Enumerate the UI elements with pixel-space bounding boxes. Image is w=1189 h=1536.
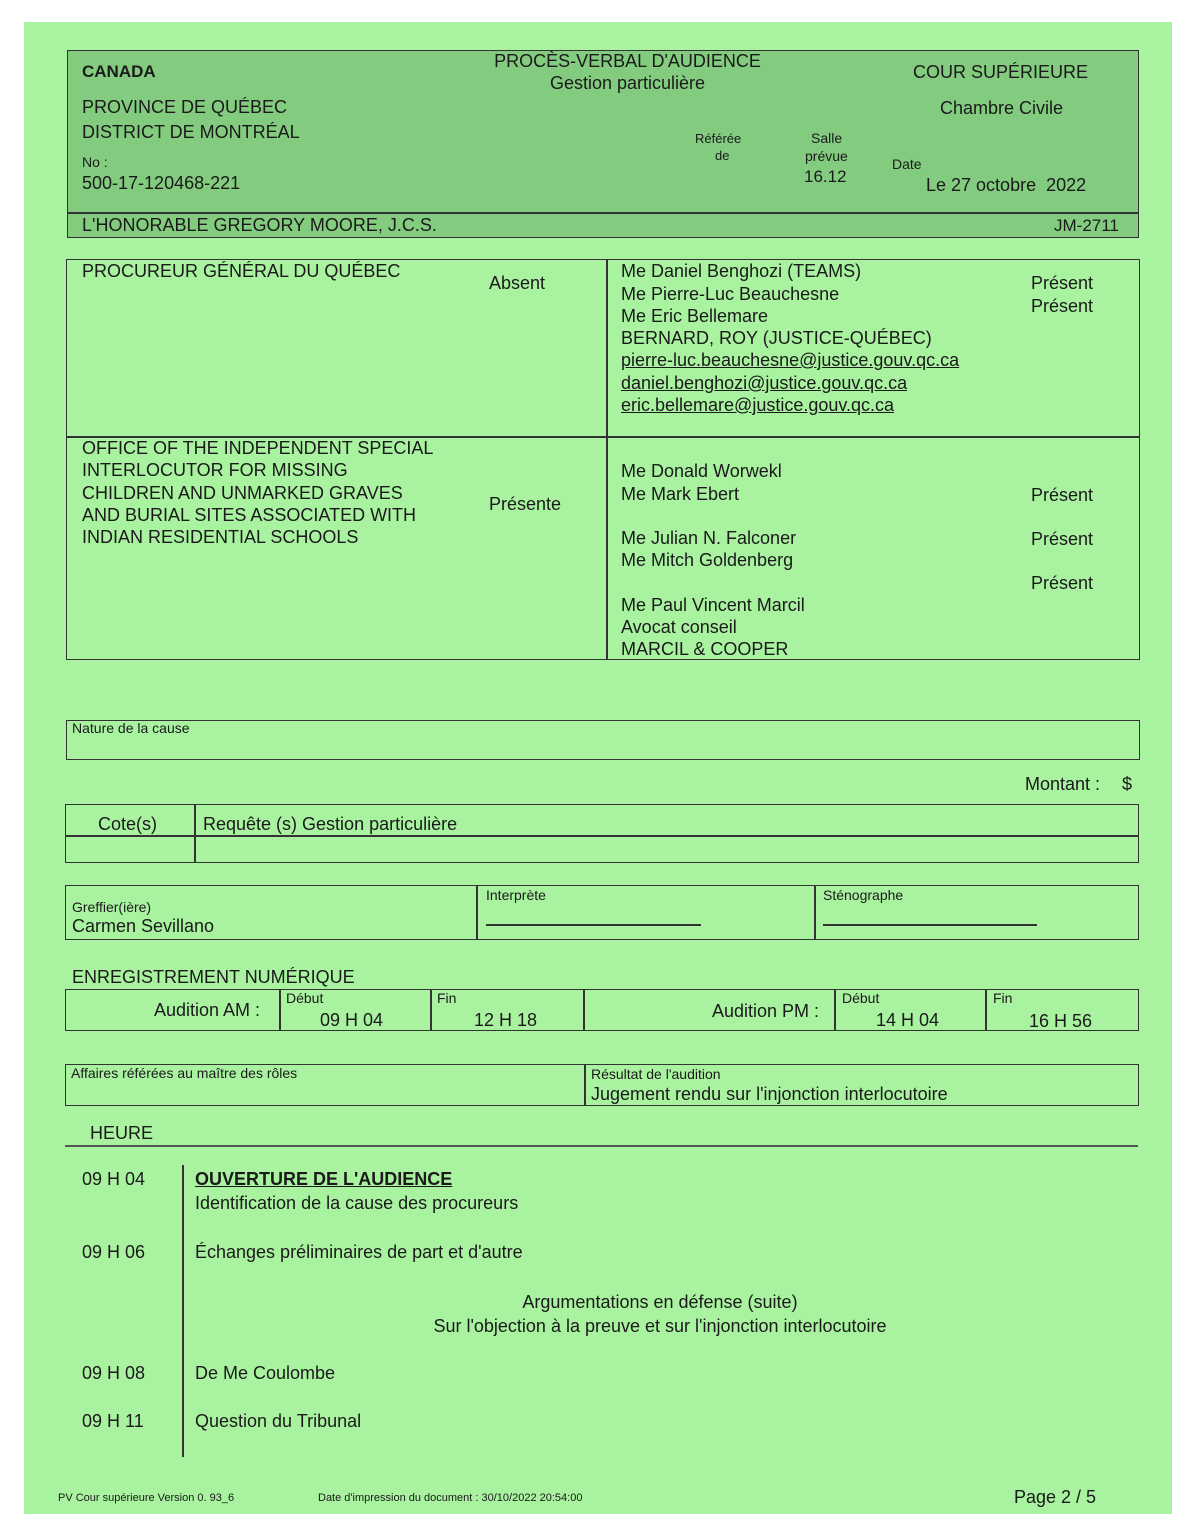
log-entry-title: OUVERTURE DE L'AUDIENCE (195, 1169, 453, 1189)
party1-lawyer: Me Pierre-Luc Beauchesne (621, 284, 840, 304)
am-start: 09 H 04 (320, 1010, 384, 1030)
cote-col-divider (194, 804, 196, 863)
party2-name-line: OFFICE OF THE INDEPENDENT SPECIAL (82, 438, 434, 458)
result-divider (584, 1064, 586, 1106)
salle-value: 16.12 (804, 167, 847, 186)
log-time: 09 H 04 (82, 1169, 146, 1189)
cote-divider (65, 835, 1139, 837)
pm-end: 16 H 56 (1029, 1011, 1093, 1031)
referee-label-2: de (715, 148, 730, 163)
recording-title: ENREGISTREMENT NUMÉRIQUE (72, 967, 355, 987)
referee-label: Référée (695, 131, 742, 146)
judge-name: L'HONORABLE GREGORY MOORE, J.C.S. (82, 215, 437, 235)
district-label: DISTRICT DE MONTRÉAL (82, 122, 300, 142)
footer-print-date: Date d'impression du document : 30/10/2022 20:54:00 (318, 1492, 583, 1504)
recording-divider (985, 989, 987, 1031)
section-title: Argumentations en défense (suite) (522, 1292, 798, 1312)
cote-value: Requête (s) Gestion particulière (203, 814, 458, 834)
montant-currency: $ (1122, 774, 1133, 794)
log-entry: Échanges préliminaires de part et d'autre (195, 1242, 523, 1262)
province-label: PROVINCE DE QUÉBEC (82, 97, 288, 117)
party1-present: Présent (1031, 273, 1094, 293)
time-column-header: HEURE (90, 1123, 154, 1143)
log-time: 09 H 08 (82, 1363, 146, 1383)
document-page (24, 22, 1172, 1514)
case-number: 500-17-120468-221 (82, 173, 241, 193)
party1-present: Présent (1031, 296, 1094, 316)
referred-label: Affaires référées au maître des rôles (71, 1065, 298, 1081)
party2-status: Présente (489, 494, 562, 514)
log-entry-sub: Identification de la cause des procureurs (195, 1193, 519, 1213)
page-number: Page 2 / 5 (1014, 1487, 1097, 1507)
log-entry: De Me Coulombe (195, 1363, 336, 1383)
party2-name-line: AND BURIAL SITES ASSOCIATED WITH (82, 505, 417, 525)
court-name: COUR SUPÉRIEURE (913, 62, 1089, 82)
am-start-label: Début (286, 990, 324, 1006)
party1-name: PROCUREUR GÉNÉRAL DU QUÉBEC (82, 261, 401, 281)
interpreter-divider (814, 885, 816, 940)
country-label: CANADA (82, 62, 156, 81)
party2-present: Présent (1031, 485, 1094, 505)
log-header-line (65, 1145, 1138, 1147)
pm-end-label: Fin (993, 990, 1013, 1006)
party2-name-line: INDIAN RESIDENTIAL SCHOOLS (82, 527, 359, 547)
document-title: PROCÈS-VERBAL D'AUDIENCE (494, 51, 761, 71)
party1-firm: BERNARD, ROY (JUSTICE-QUÉBEC) (621, 328, 932, 348)
footer-version: PV Cour supérieure Version 0. 93_6 (58, 1492, 235, 1504)
section-subtitle: Sur l'objection à la preuve et sur l'injonction interlocutoire (433, 1316, 887, 1336)
log-entry: Question du Tribunal (195, 1411, 362, 1431)
salle-label: Salle (811, 130, 843, 146)
interpreter-line (486, 924, 701, 926)
party2-lawyer-role: Avocat conseil (621, 617, 737, 637)
stenographer-label: Sténographe (823, 887, 904, 903)
nature-label: Nature de la cause (72, 720, 190, 736)
recording-divider (279, 989, 281, 1031)
document-subtitle: Gestion particulière (549, 73, 706, 93)
recording-divider (430, 989, 432, 1031)
party1-lawyer: Me Daniel Benghozi (TEAMS) (621, 261, 862, 281)
log-time: 09 H 06 (82, 1242, 146, 1262)
cote-label: Cote(s) (98, 814, 158, 834)
parties-divider (606, 259, 608, 660)
party2-lawyer: Me Donald Worwekl (621, 461, 782, 481)
date-label: Date (892, 156, 922, 172)
am-end: 12 H 18 (474, 1010, 538, 1030)
pm-label: Audition PM : (712, 1001, 820, 1021)
pm-start: 14 H 04 (876, 1010, 940, 1030)
header-divider (67, 212, 1139, 214)
montant-label: Montant : (1025, 774, 1101, 794)
party1-status: Absent (489, 273, 546, 293)
party2-lawyer: Me Mitch Goldenberg (621, 550, 794, 570)
party2-present: Présent (1031, 573, 1094, 593)
clerk-label: Greffier(ière) (72, 899, 152, 915)
clerk-name: Carmen Sevillano (72, 916, 215, 936)
interpreter-label: Interprète (486, 887, 546, 903)
judge-code: JM-2711 (1054, 216, 1119, 235)
result-value: Jugement rendu sur l'injonction interlocutoire (591, 1084, 948, 1104)
email-link[interactable]: daniel.benghozi@justice.gouv.qc.ca (621, 373, 908, 393)
salle-label-2: prévue (805, 148, 848, 164)
party2-firm: MARCIL & COOPER (621, 639, 789, 659)
clerk-divider (476, 885, 478, 940)
recording-divider (834, 989, 836, 1031)
party2-lawyer: Me Paul Vincent Marcil (621, 595, 805, 615)
party2-lawyer: Me Mark Ebert (621, 484, 740, 504)
party2-name-line: CHILDREN AND UNMARKED GRAVES (82, 483, 403, 503)
clerk-box (65, 885, 1139, 940)
chamber-label: Chambre Civile (940, 98, 1064, 118)
am-end-label: Fin (437, 990, 457, 1006)
email-link[interactable]: pierre-luc.beauchesne@justice.gouv.qc.ca (621, 350, 960, 370)
recording-divider (583, 989, 585, 1031)
log-time: 09 H 11 (82, 1411, 144, 1431)
party1-lawyer: Me Eric Bellemare (621, 306, 769, 326)
party2-present: Présent (1031, 529, 1094, 549)
hearing-date: Le 27 octobre 2022 (926, 175, 1087, 195)
party2-lawyer: Me Julian N. Falconer (621, 528, 797, 548)
case-number-label: No : (82, 154, 108, 170)
nature-box (66, 720, 1140, 760)
pm-start-label: Début (842, 990, 880, 1006)
party2-name-line: INTERLOCUTOR FOR MISSING (82, 460, 348, 480)
result-label: Résultat de l'audition (591, 1066, 721, 1082)
stenographer-line (823, 924, 1037, 926)
email-link[interactable]: eric.bellemare@justice.gouv.qc.ca (621, 395, 895, 415)
am-label: Audition AM : (154, 1000, 261, 1020)
